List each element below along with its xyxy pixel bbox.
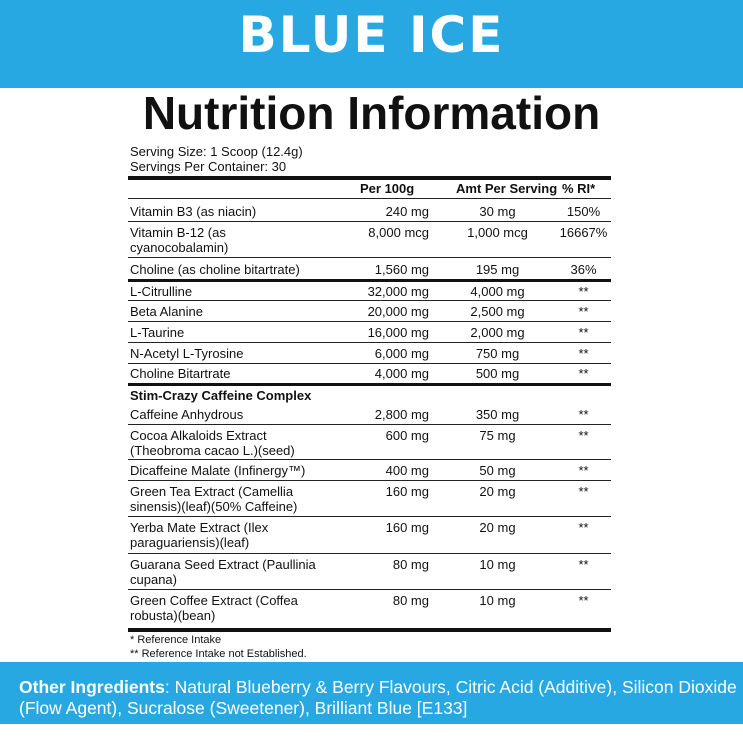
ingredient-line: (Theobroma cacao L.)(seed) [130, 443, 295, 458]
ingredient-name [130, 593, 352, 623]
ri-value: ** [578, 593, 589, 608]
divider [128, 300, 611, 301]
per-serving-value: 20 mg [479, 484, 516, 499]
divider [128, 321, 611, 322]
page-title: Nutrition Information [142, 87, 601, 139]
per-100g-value: 240 mg [385, 204, 429, 219]
ingredient-line: Green Tea Extract (Camellia [130, 484, 294, 499]
header-per-100g: Per 100g [360, 181, 415, 196]
per-serving-value: 350 mg [475, 407, 520, 422]
per-serving-value: 20 mg [479, 520, 516, 535]
table-bottom-bar [128, 628, 611, 632]
divider [128, 589, 611, 590]
complex-title: Stim-Crazy Caffeine Complex [130, 388, 312, 403]
per-100g-value: 160 mg [385, 520, 429, 535]
ri-value: ** [578, 325, 589, 340]
ingredient-line: Yerba Mate Extract (Ilex [130, 520, 269, 535]
ingredient-name: Dicaffeine Malate (Infinergy™) [130, 463, 306, 478]
divider [128, 553, 611, 554]
brand-name: BLUE ICE [238, 6, 505, 64]
per-100g-value: 400 mg [385, 463, 429, 478]
per-serving-value: 500 mg [475, 366, 520, 381]
ri-value: ** [578, 407, 589, 422]
nutrient-name: Vitamin B3 (as niacin) [130, 204, 257, 219]
per-serving-value: 2,500 mg [470, 304, 525, 319]
ingredient-line: sinensis)(leaf)(50% Caffeine) [130, 499, 298, 514]
ri-value: ** [578, 463, 589, 478]
header-ri: % RI* [562, 181, 596, 196]
ingredient-name [130, 520, 352, 550]
divider [128, 363, 611, 364]
ri-value: 36% [570, 262, 597, 277]
ingredient-line: Cocoa Alkaloids Extract [130, 428, 267, 443]
per-100g-value: 8,000 mcg [368, 225, 429, 240]
table-top-bar [128, 176, 611, 180]
ri-value: ** [578, 304, 589, 319]
ingredient-line: Guarana Seed Extract (Paullinia [130, 557, 316, 572]
per-serving-value: 195 mg [475, 262, 520, 277]
per-serving-value: 30 mg [479, 204, 516, 219]
ri-value: ** [578, 366, 589, 381]
ingredient-line: robusta)(bean) [130, 608, 216, 623]
divider [128, 221, 611, 222]
ri-value: ** [578, 346, 589, 361]
divider [128, 516, 611, 517]
per-serving-value: 75 mg [479, 428, 516, 443]
section-bar [128, 279, 611, 282]
nutrient-name: Choline (as choline bitartrate) [130, 262, 300, 277]
footnote-not-established: ** Reference Intake not Established. [130, 648, 307, 660]
per-100g-value: 16,000 mg [367, 325, 429, 340]
nutrient-name: Vitamin B-12 (as cyanocobalamin) [130, 225, 229, 255]
per-100g-value: 2,800 mg [374, 407, 429, 422]
other-ingredients-label: Other Ingredients [19, 677, 165, 697]
nutrient-name: Choline Bitartrate [130, 366, 231, 381]
ri-value: ** [578, 557, 589, 572]
section-bar [128, 383, 611, 386]
ingredient-line: Green Coffee Extract (Coffea [130, 593, 298, 608]
ingredient-name [130, 557, 352, 587]
servings-per-container: Servings Per Container: 30 [130, 159, 287, 174]
serving-size: Serving Size: 1 Scoop (12.4g) [130, 144, 303, 159]
per-serving-value: 4,000 mg [470, 284, 525, 299]
ingredient-name [130, 484, 352, 514]
divider [128, 480, 611, 481]
per-serving-value: 50 mg [479, 463, 516, 478]
ri-value: ** [578, 284, 589, 299]
nutrient-name: Beta Alanine [130, 304, 204, 319]
ingredient-line: cupana) [130, 572, 177, 587]
ri-value: ** [578, 428, 589, 443]
nutrient-name: L-Taurine [130, 325, 185, 340]
other-ingredients [19, 677, 739, 719]
ri-value: 150% [566, 204, 601, 219]
per-serving-value: 10 mg [479, 593, 516, 608]
per-100g-value: 600 mg [385, 428, 429, 443]
per-100g-value: 20,000 mg [367, 304, 429, 319]
ingredient-line: paraguariensis)(leaf) [130, 535, 250, 550]
ingredient-name: Caffeine Anhydrous [130, 407, 244, 422]
per-100g-value: 80 mg [392, 557, 429, 572]
ri-value: 16667% [559, 225, 608, 240]
per-serving-value: 10 mg [479, 557, 516, 572]
other-ingredients-text: : Natural Blueberry & Berry Flavours, Citric Acid (Additive), Silicon Dioxide (Flow Agent), Sucralose (Sweetener), Brilliant Blue [E133] [19, 677, 737, 718]
divider [128, 257, 611, 258]
per-100g-value: 32,000 mg [367, 284, 429, 299]
per-serving-value: 750 mg [475, 346, 520, 361]
ri-value: ** [578, 520, 589, 535]
header-amt-per-serving: Amt Per Serving [456, 181, 558, 196]
per-100g-value: 6,000 mg [374, 346, 429, 361]
ri-value: ** [578, 484, 589, 499]
per-serving-value: 2,000 mg [470, 325, 525, 340]
per-100g-value: 80 mg [392, 593, 429, 608]
nutrient-name: L-Citrulline [130, 284, 193, 299]
ingredient-name [130, 428, 352, 458]
per-100g-value: 1,560 mg [374, 262, 429, 277]
per-100g-value: 4,000 mg [374, 366, 429, 381]
divider [128, 198, 611, 199]
nutrient-name: N-Acetyl L-Tyrosine [130, 346, 244, 361]
per-serving-value: 1,000 mcg [467, 225, 528, 240]
footnote-ri: * Reference Intake [130, 634, 222, 646]
per-100g-value: 160 mg [385, 484, 429, 499]
divider [128, 342, 611, 343]
divider [128, 424, 611, 425]
divider [128, 459, 611, 460]
